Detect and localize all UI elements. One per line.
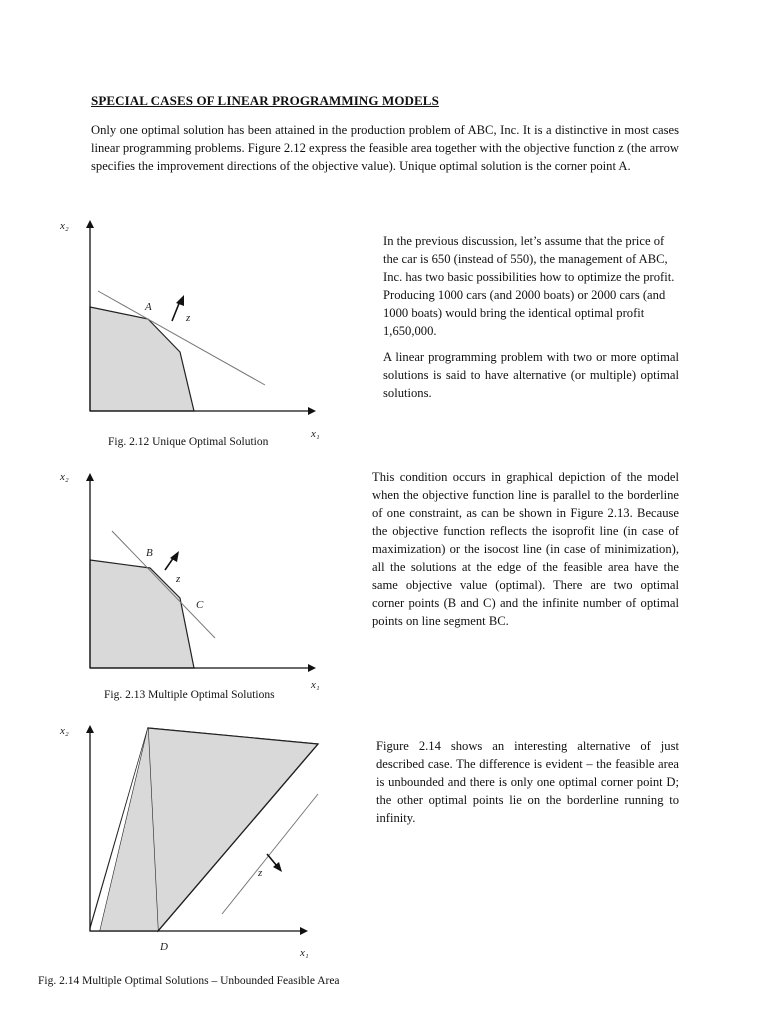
x-axis-arrow (300, 927, 308, 935)
x-axis-label: x₁ (300, 947, 309, 959)
y-axis-label: x₂ (60, 220, 69, 232)
z-label: z (186, 312, 191, 324)
point-b-label: B (146, 547, 153, 559)
figure-2-12-caption: Fig. 2.12 Unique Optimal Solution (108, 436, 269, 448)
improvement-arrowhead (176, 295, 184, 306)
point-d-label: D (160, 941, 168, 953)
paragraph-multiple-definition: A linear programming problem with two or more optimal solutions is said to have alternative (or multiple) optimal solutions. (383, 350, 679, 400)
y-axis-label: x₂ (60, 471, 69, 483)
figure-2-13-caption: Fig. 2.13 Multiple Optimal Solutions (104, 689, 275, 701)
figure-2-14 (0, 716, 340, 976)
x-axis-label: x₁ (311, 428, 320, 440)
paragraph-alternative-price: In the previous discussion, let’s assume that the price of the car is 650 (instead of 550), the management of ABC, Inc. has two basic possibilities how to optimize the profit. Producing 1000 cars (and 2000 boats) or 2000 cars (and 1000 boats) would bring the identical optimal profit 1,650,000. (383, 234, 675, 338)
y-axis-arrow (86, 473, 94, 481)
x-axis-arrow (308, 407, 316, 415)
paragraph-unbounded: Figure 2.14 shows an interesting alternative of just described case. The difference is evident – the feasible area is unbounded and there is only one optimal corner point D; the other optimal points lie on the borderline running to infinity. (376, 739, 679, 825)
z-label: z (176, 573, 181, 585)
figure-2-12 (0, 215, 330, 440)
x-axis-arrow (308, 664, 316, 672)
feasible-area-fill-fix (100, 728, 158, 931)
intro-paragraph: Only one optimal solution has been attained in the production problem of ABC, Inc. It is a distinctive in most cases linear programming problems. Figure 2.12 express the feasible area together with the objective function z (the arrow specifies the improvement directions of the objective value). Unique optimal solution is the corner point A. (91, 123, 679, 173)
point-c-label: C (196, 599, 204, 611)
paragraph-graphical-condition: This condition occurs in graphical depiction of the model when the objective function line is parallel to the borderline of one constraint, as can be shown in Figure 2.13. Because the objective function reflects the isoprofit line (in case of maximization) or the isocost line (in case of minimization), all the solutions at the edge of the feasible area have the same objective value (optimal). There are two optimal corner points (B and C) and the infinite number of optimal points on line segment BC. (372, 470, 679, 628)
y-axis-arrow (86, 220, 94, 228)
point-a-label: A (145, 301, 152, 313)
section-heading: SPECIAL CASES OF LINEAR PROGRAMMING MODELS (91, 93, 439, 108)
feasible-area (90, 307, 194, 411)
y-axis-label: x₂ (60, 725, 69, 737)
figure-2-14-caption: Fig. 2.14 Multiple Optimal Solutions – Unbounded Feasible Area (38, 975, 340, 987)
x-axis-label: x₁ (311, 679, 320, 691)
figure-2-13 (0, 462, 330, 692)
z-label: z (258, 867, 263, 879)
y-axis-arrow (86, 725, 94, 733)
improvement-arrow (267, 854, 277, 866)
